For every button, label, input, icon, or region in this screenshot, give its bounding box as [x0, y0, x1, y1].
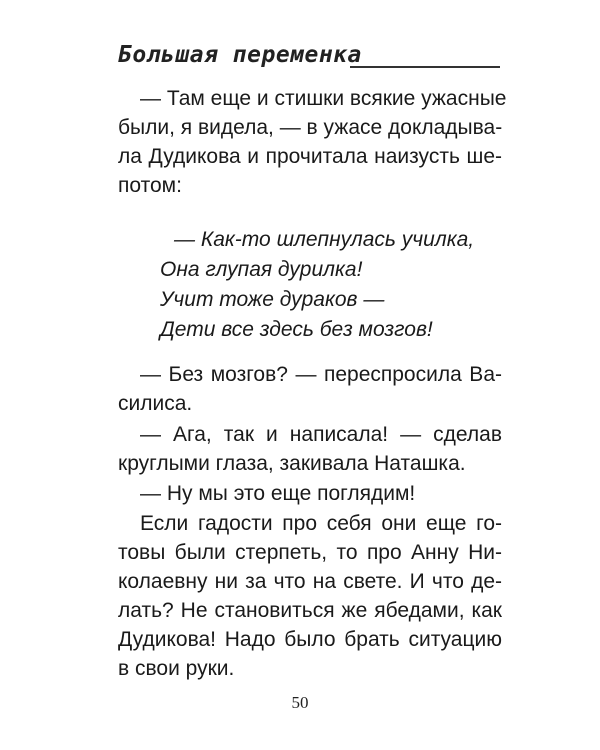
paragraph-3: [118, 420, 502, 478]
text-line: Дудикова! Надо было брать ситуацию: [118, 628, 502, 651]
text-line: в свои руки.: [118, 657, 235, 680]
text-line: были, я видела, — в ужасе докладыва-: [118, 116, 503, 139]
text-line: — Ага, так и написала! — сделав: [140, 423, 502, 446]
poem-line: Дети все здесь без мозгов!: [160, 318, 433, 341]
paragraph-5: [118, 509, 502, 683]
text-line: — Без мозгов? — переспросила Ва-: [140, 363, 502, 386]
text-line: лать? Не становиться же ябедами, как: [118, 599, 502, 622]
text-line: ла Дудикова и прочитала наизусть ше-: [118, 145, 502, 168]
header-rule: [350, 66, 500, 68]
text-line: потом:: [118, 174, 182, 197]
paragraph-2: [118, 360, 502, 418]
text-line: колаевну ни за что на свете. И что де-: [118, 570, 502, 593]
poem-line: Она глупая дурилка!: [160, 258, 363, 281]
running-header: [118, 38, 500, 78]
text-line: силиса.: [118, 392, 193, 415]
paragraph-4: [118, 479, 502, 508]
paragraph-1: [118, 84, 507, 200]
chapter-title: Большая переменка: [118, 42, 362, 68]
text-line: — Там еще и стишки всякие ужасные: [140, 87, 507, 110]
poem-line: Учит тоже дураков —: [160, 288, 385, 311]
text-line: круглыми глаза, закивала Наташка.: [118, 452, 466, 475]
text-line: товы были стерпеть, то про Анну Ни-: [118, 541, 502, 564]
poem: [160, 225, 520, 345]
poem-line: — Как-то шлепнулась училка,: [174, 228, 475, 251]
text-line: — Ну мы это еще поглядим!: [140, 482, 416, 505]
page-number: 50: [291, 693, 309, 712]
text-line: Если гадости про себя они еще го-: [140, 512, 502, 535]
